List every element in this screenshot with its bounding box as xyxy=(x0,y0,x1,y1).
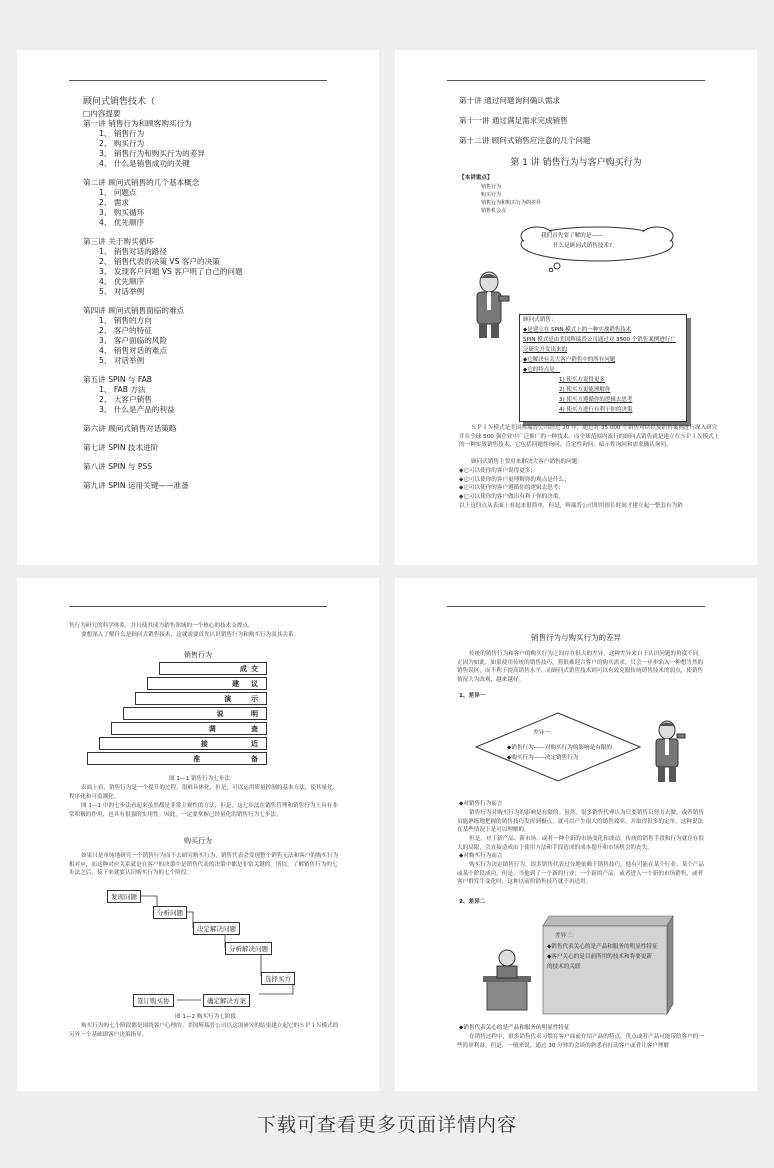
benefit-bullet: ◆它可以使你的客户做出有利于你的决策。 xyxy=(459,493,564,500)
definition-line: 3) 使买方遵循你的逻辑去思考 xyxy=(559,397,633,403)
toc-lecture-title: 第六讲 顾问式销售对话策略 xyxy=(83,424,177,433)
sales-step-char-2: 明 xyxy=(251,709,258,718)
toc-item: 1、 销售的方向 xyxy=(99,316,152,325)
sales-step-char-1: 调 xyxy=(208,724,216,733)
page-2 xyxy=(395,50,757,565)
toc-lecture-title: 第七讲 SPIN 技术进阶 xyxy=(83,443,159,452)
definition-line: 4) 使买方进行有利于你的决策 xyxy=(559,407,633,413)
bullet-product-features: ◆销售代表关心的是产品和服务的明显性特征 xyxy=(459,1025,570,1031)
key-point: 购买行为 xyxy=(481,192,502,198)
definition-line: ◆是建立在 SPIN 模式上的一种实战销售技术 xyxy=(523,327,632,333)
toc-item: 5、 对话举例 xyxy=(99,356,145,365)
toc-item: 3、 客户面临的风险 xyxy=(99,336,167,345)
purchase-stage: 发现问题 xyxy=(107,890,141,903)
summary-label: □内容提要 xyxy=(83,109,121,118)
header-rule xyxy=(69,80,327,81)
sales-step-char-2: 近 xyxy=(251,739,258,748)
purchase-stage: 选择买方 xyxy=(261,972,295,985)
toc-item: 2、 销售代表的决策 VS 客户的决策 xyxy=(99,257,220,266)
toc-lecture-title: 第八讲 SPIN 与 PSS xyxy=(83,462,153,471)
cloud-line-2: 什么是顾问式销售技术? xyxy=(553,243,612,249)
table-of-contents xyxy=(83,119,363,500)
sales-step-char-2: 备 xyxy=(251,754,258,763)
sales-step-char-1: 接 xyxy=(200,739,208,748)
page-1 xyxy=(17,50,379,565)
key-point: 销售机会点 xyxy=(481,208,507,214)
toc-lecture xyxy=(83,178,363,228)
purchase-stage: 分析问题 xyxy=(153,906,187,919)
toc-item: 4、 优先顺序 xyxy=(99,218,145,227)
intro-paragraph: 售行为研究的科学体系，并且使其成为销售领域的一个核心的技术支撑点。 xyxy=(69,623,254,629)
toc-item: 2、 大客户销售 xyxy=(99,395,152,404)
paragraph-5: 在销售过程中，很多销售代表习惯在客户面前介绍产品的特点，优点或者产品可能带给客户的一些简单利益。但是，一般来说，通过 30 分钟的会谈的熟悉看打动客户或者让客户理解 xyxy=(457,1034,704,1049)
paragraph-2: 销售行为对购买行为的影响是有限的。虽然，很多销售代理认为只要销售员努力去做，或者销售员能熟练地把握的销售技巧发挥到极点，就可以产生很大的销售效率，并取得很多的定单。这种说法在某些情况下是可以理解的。 xyxy=(457,810,704,834)
figure-1-caption: 图 1—1 销售行为七步法 xyxy=(169,776,231,782)
benefit-bullet: ◆它可以使你的客户说得更多； xyxy=(459,468,537,474)
toc-item: 2、 购买行为 xyxy=(99,139,145,148)
page-4 xyxy=(395,578,757,1091)
paragraph-3: 表面上看，销售行为是一个提升的过程，很难具体化，但是，可以运用质量控制的基本方法，使其量化、程序化和可监测化。 xyxy=(69,785,339,800)
definition-line: 1) 使买方说得更多 xyxy=(559,377,605,383)
spin-paragraph: ＳＰＩＮ模式是美国辉瑞普公司经过 20 年，通过对 35 000 个销售对话以及销售案例进行深入研究并在全球 500 强企业中广泛推广的一种技术。而全球范围内流行的顾问式销售就是建立在ＳＰＩＮ模式上的一种实战销售技术，它包括问题性询问、肯定性询问、暗示性询问和需求确认询问。 xyxy=(459,425,720,449)
sales-step-char-2: 交 xyxy=(251,664,258,673)
toc-lecture xyxy=(83,481,363,491)
toc-item: 1、 FAB 方法 xyxy=(99,385,146,394)
lecture-12: 第十二讲 顾问式销售应注意的几个问题 xyxy=(459,136,591,145)
toc-item: 4、 什么是销售成功的关键 xyxy=(99,159,190,168)
manager-illustration xyxy=(649,720,689,784)
paragraph-5: 如果只是单纯地研究一个销售行为而不去研究购买行为，销售代表会发现整个销售无法和客户的购买行为相对应，而这种对应关系就是在客户的决策中是销售代表的决策中都是非常关键的。所以，了解销售行为的七步法之后，接下来就要认识购买行为的七个阶段。 xyxy=(69,853,339,877)
sales-step-char-1: 准 xyxy=(193,754,201,763)
toc-item: 3、 什么是产品的利益 xyxy=(99,405,175,414)
toc-item: 3、 购买循环 xyxy=(99,208,145,217)
paragraph-4: 购买行为决定销售行为，很多销售代表过分地依赖于销售技巧，他有可能在某个行业、某个产品或某个阶段成功，但是，当他到了一个新的行业、一个新的产品，或者进入一个新的市场销售，或者客户群发生变化时，这种以前的销售技巧就不再适用。 xyxy=(457,862,704,886)
toc-item: 4、 销售对话的难点 xyxy=(99,346,167,355)
toc-lecture xyxy=(83,375,363,415)
sales-step-char-1: 成 xyxy=(239,664,247,673)
lecture-10: 第十讲 通过问题询问确认需求 xyxy=(459,96,561,105)
definition-box-lines xyxy=(523,325,683,415)
difference-1-label: 1、差异一 xyxy=(459,693,486,699)
paragraph-1: 传统的销售行为和客户的购买行为之间存在很大的差异，这种差异来自于认识问题的角度不同。正因为如此，如果使用传统的销售技巧，将很难迎合客户的购买需求，只会一步步陷入一种想当然的销售误区，而不利于提高销售水平，而顾问式销售技术则可以有效克服传统销售技术的弱点，使销售情况大为改观，越来越好。 xyxy=(457,651,704,683)
key-point: 销售行为 xyxy=(481,184,502,190)
download-footer[interactable]: 下载可查看更多页面详情内容 xyxy=(256,1114,517,1136)
toc-lecture-title: 第九讲 SPIN 运用关键——准备 xyxy=(83,481,189,490)
sales-step-char-2: 示 xyxy=(251,694,258,703)
toc-lecture xyxy=(83,119,363,169)
businessman-illustration xyxy=(465,270,513,340)
bullet-sales-behavior: ◆对销售行为而言 xyxy=(459,801,503,807)
toc-item: 3、 销售行为和购买行为的差异 xyxy=(99,149,205,158)
toc-lecture-title: 第四讲 顾问式销售面临的难点 xyxy=(83,306,185,315)
sales-step-char-2: 议 xyxy=(251,679,258,688)
toc-lecture-title: 第一讲 销售行为和顾客购买行为 xyxy=(83,119,192,128)
sales-step-char-1: 演 xyxy=(224,694,232,703)
definition-line: ◆它解决有关大客户销售中的所有问题 xyxy=(523,357,616,363)
key-points-label: 【本讲重点】 xyxy=(459,175,493,181)
toc-item: 2、 客户的特征 xyxy=(99,326,152,335)
toc-lecture xyxy=(83,443,363,453)
paragraph-4: 图 1—1 中的七步法看起来虽然都是非常主观性的方法，但是，这七步法在销售管理和销售行为上具有非常积极的作用，也具有很强的实用性。因此，一定要掌握已经量化的销售行为七步法。 xyxy=(69,803,338,818)
toc-lecture xyxy=(83,424,363,434)
page-3 xyxy=(17,578,379,1091)
cloud-line-1: 我们首先要了解的是—— xyxy=(541,233,603,239)
sales-behavior-title: 销售行为 xyxy=(184,651,212,659)
toc-item: 2、 需求 xyxy=(99,198,130,207)
intro-paragraph-2: 要想深入了解什么是顾问式销售技术，这就需要首先认识销售行为和购买行为及其关系。 xyxy=(81,632,300,638)
doc-title: 顾问式销售技术（ xyxy=(83,97,156,107)
sales-step-char-2: 查 xyxy=(251,724,258,733)
benefit-bullet: ◆它可以使你的客户遵循你的逻辑去思考； xyxy=(459,485,564,492)
toc-lecture xyxy=(83,462,363,472)
definition-line: SPIN 模式是由美国辉瑞普公司通过对 3500 个销售案例进行广 xyxy=(523,337,676,343)
sales-step-char-1: 说 xyxy=(216,709,224,718)
definition-line: 泛研究开发出来的 xyxy=(523,347,568,353)
header-rule xyxy=(447,80,705,81)
toc-lecture xyxy=(83,237,363,297)
box-title: 差异二： xyxy=(555,933,578,939)
lecture-heading: 第 1 讲 销售行为与客户购买行为 xyxy=(510,158,642,168)
purchase-stage: 决定解决问题 xyxy=(193,922,240,935)
toc-item: 1、 销售对话的路径 xyxy=(99,247,167,256)
difference-2-label: 2、差异二 xyxy=(459,899,486,905)
sales-step-char-1: 建 xyxy=(232,679,240,688)
toc-item: 1、 销售行为 xyxy=(99,129,145,138)
purchase-behavior-title: 购买行为 xyxy=(184,837,212,845)
toc-lecture-title: 第三讲 关于购买循环 xyxy=(83,237,154,246)
toc-item: 1、 问题点 xyxy=(99,188,137,197)
definition-box-title: 顾问式销售： xyxy=(523,317,557,323)
toc-lecture-title: 第二讲 顾问式销售的几个基本概念 xyxy=(83,178,200,187)
paragraph-3: 但是，对于新产品、新市场，或者一种全新的市场变化和波动，传统的销售手段和行为就存在很大的局限，会直接造成由于使用方法和手段造成的成本提升和市场机会的丧失。 xyxy=(457,836,704,851)
toc-lecture-title: 第五讲 SPIN 与 FAB xyxy=(83,375,153,384)
toc-item: 4、 优先顺序 xyxy=(99,277,145,286)
definition-line: 2) 使买方更能理解你 xyxy=(559,387,611,393)
diamond-title: 差异一： xyxy=(533,730,556,736)
definition-line: ◆它的特点是： xyxy=(523,367,561,373)
diamond-line-2: ◆购买行为——决定销售行为 xyxy=(507,755,579,761)
purchase-stage: 分析解决问题 xyxy=(225,942,272,955)
paragraph-6: 购买行为的七个阶段都是围绕客户心理的。美国辉瑞普公司以这项研究的结果建立起它的ＳＰＩＮ模式的另外一个基础即客户决策指导。 xyxy=(69,1023,339,1038)
box-line-2: ◆客户关心的是目前所用的技术和将要更新 xyxy=(547,954,652,960)
key-point: 销售行为和购买行为的差异 xyxy=(481,200,542,206)
benefit-bullet: ◆它可以使你的客户更理解你的观点是什么； xyxy=(459,476,570,483)
box-line-3: 的技术的关联 xyxy=(547,964,581,970)
problem-intro: 顾问式销售主要用来解决大客户销售的问题： xyxy=(471,459,583,465)
toc-item: 5、 对话举例 xyxy=(99,287,145,296)
closing-paragraph: 以上这四点从表面上看起来很简单，但是，辉瑞普公司却用很长时间才建立起一整套有为销 xyxy=(459,503,683,509)
purchase-stage: 确定解决方案 xyxy=(203,994,250,1007)
lecture-11: 第十一讲 通过满足需求完成销售 xyxy=(459,116,568,125)
header-rule xyxy=(447,606,705,607)
box-line-1: ◆销售代表关心的是产品和服务的明显性特征 xyxy=(547,944,658,950)
toc-lecture xyxy=(83,306,363,366)
key-points-list xyxy=(481,183,541,215)
benefit-bullets xyxy=(459,467,721,501)
diamond-line-1: ◆销售行为——对购买行为的影响是有限的 xyxy=(507,745,612,751)
section-heading: 销售行为与购买行为的差异 xyxy=(531,633,621,642)
figure-2-caption: 图 1—2 购买行为七阶段 xyxy=(175,1014,237,1020)
bullet-purchase-behavior: ◆对购买行为而言 xyxy=(459,853,503,859)
purchase-stage: 签订购买协 xyxy=(133,994,174,1007)
toc-item: 3、 发现客户问题 VS 客户明了自己的问题 xyxy=(99,267,243,276)
